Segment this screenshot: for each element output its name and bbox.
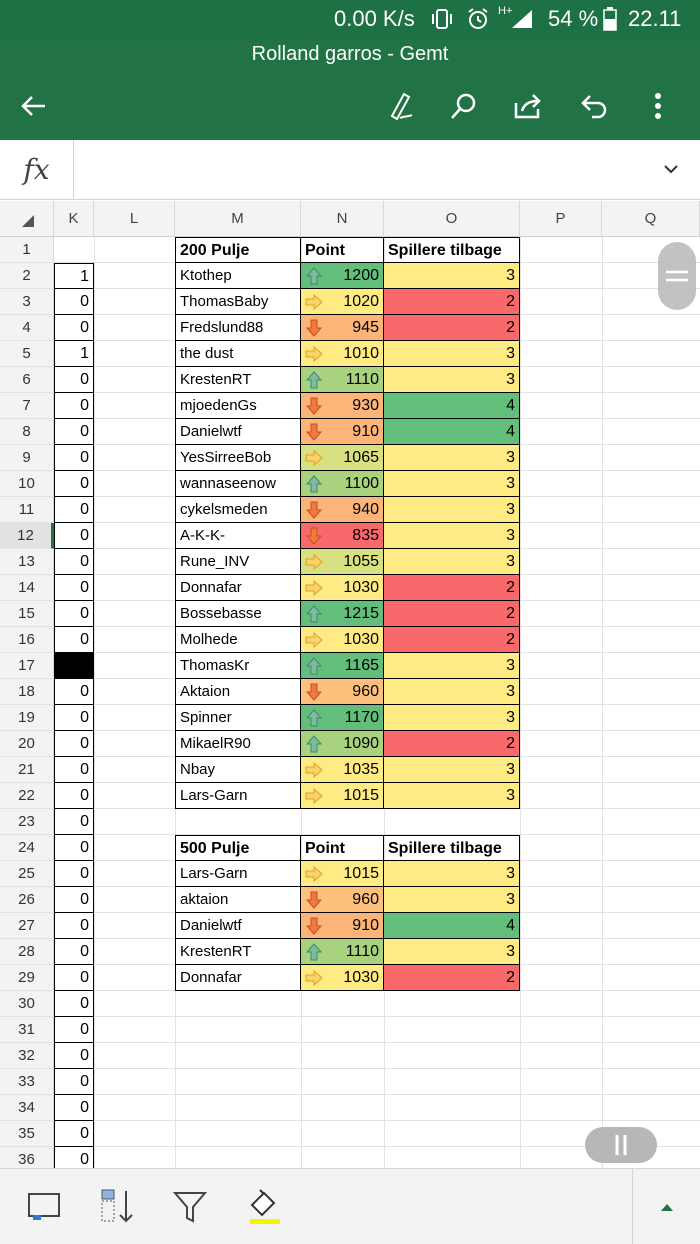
point-cell[interactable] (301, 497, 384, 523)
trend-up-arrow-icon (304, 266, 324, 286)
player-name-cell[interactable]: ThomasBaby (175, 289, 301, 315)
filter-icon[interactable] (168, 1185, 212, 1229)
player-name-cell[interactable]: KrestenRT (175, 939, 301, 965)
row-header[interactable]: 17 (0, 653, 54, 679)
status-bar (0, 0, 700, 38)
row-header[interactable]: 29 (0, 965, 54, 991)
spillere-cell[interactable]: 2 (384, 601, 520, 627)
cell-k[interactable]: 0 (54, 1121, 94, 1147)
spillere-cell[interactable]: 3 (384, 263, 520, 289)
row-header[interactable]: 8 (0, 419, 54, 445)
player-name-cell[interactable]: mjoedenGs (175, 393, 301, 419)
point-value: 960 (352, 683, 379, 700)
horizontal-scroll-handle[interactable] (585, 1127, 657, 1163)
row-header[interactable]: 35 (0, 1121, 54, 1147)
player-name-cell[interactable]: YesSirreeBob (175, 445, 301, 471)
cell-k[interactable]: 0 (54, 289, 94, 315)
trend-right-arrow-icon (304, 344, 324, 364)
row-header[interactable]: 13 (0, 549, 54, 575)
cell-k[interactable]: 0 (54, 939, 94, 965)
spillere-cell[interactable]: 3 (384, 471, 520, 497)
table-header-name[interactable]: 500 Pulje (175, 835, 301, 861)
cell-k[interactable]: 0 (54, 1017, 94, 1043)
cell-k[interactable]: 0 (54, 1095, 94, 1121)
spillere-cell[interactable]: 3 (384, 861, 520, 887)
point-cell[interactable] (301, 627, 384, 653)
gridline-vertical (602, 237, 603, 1168)
trend-up-arrow-icon (304, 474, 324, 494)
cell-k[interactable]: 0 (54, 393, 94, 419)
point-value: 1020 (343, 293, 379, 310)
row-header[interactable]: 18 (0, 679, 54, 705)
cell-k[interactable]: 0 (54, 367, 94, 393)
trend-up-arrow-icon (304, 708, 324, 728)
cell-k[interactable]: 0 (54, 315, 94, 341)
spillere-cell[interactable]: 3 (384, 679, 520, 705)
player-name-cell[interactable]: Molhede (175, 627, 301, 653)
point-value: 1030 (343, 631, 379, 648)
cell-k[interactable]: 0 (54, 835, 94, 861)
fill-color-icon[interactable] (242, 1185, 286, 1229)
spillere-cell[interactable]: 2 (384, 965, 520, 991)
cell-k[interactable]: 0 (54, 965, 94, 991)
cell-k[interactable]: 0 (54, 679, 94, 705)
row-header[interactable]: 22 (0, 783, 54, 809)
player-name-cell[interactable]: Ktothep (175, 263, 301, 289)
cell-k[interactable]: 0 (54, 1069, 94, 1095)
row-header[interactable]: 16 (0, 627, 54, 653)
spillere-cell[interactable]: 3 (384, 445, 520, 471)
spillere-cell[interactable]: 4 (384, 913, 520, 939)
fx-label: fx (0, 140, 74, 199)
row-header[interactable]: 23 (0, 809, 54, 835)
spillere-cell[interactable]: 2 (384, 627, 520, 653)
column-header-p[interactable]: P (520, 201, 602, 237)
toolbar-divider (632, 1169, 633, 1244)
column-header-l[interactable]: L (94, 201, 175, 237)
share-icon[interactable] (508, 86, 548, 126)
row-header[interactable]: 14 (0, 575, 54, 601)
row-header[interactable]: 9 (0, 445, 54, 471)
trend-up-arrow-icon (304, 734, 324, 754)
point-cell[interactable] (301, 887, 384, 913)
table-header-point[interactable]: Point (301, 237, 384, 263)
trend-up-arrow-icon (304, 604, 324, 624)
point-value: 1015 (343, 865, 379, 882)
point-cell[interactable] (301, 471, 384, 497)
trend-right-arrow-icon (304, 786, 324, 806)
point-value: 1110 (345, 943, 379, 960)
row-header[interactable]: 26 (0, 887, 54, 913)
table-header-point[interactable]: Point (301, 835, 384, 861)
player-name-cell[interactable]: Nbay (175, 757, 301, 783)
point-cell[interactable] (301, 861, 384, 887)
trend-down-arrow-icon (304, 682, 324, 702)
point-cell[interactable] (301, 939, 384, 965)
formula-input[interactable] (75, 140, 645, 199)
cell-k[interactable]: 0 (54, 913, 94, 939)
point-cell[interactable] (301, 315, 384, 341)
player-name-cell[interactable]: Danielwtf (175, 419, 301, 445)
expand-up-icon[interactable] (645, 1185, 689, 1229)
table-header-spillere[interactable]: Spillere tilbage (384, 237, 520, 263)
point-cell[interactable] (301, 549, 384, 575)
cell-k[interactable]: 0 (54, 1043, 94, 1069)
point-value: 1200 (343, 267, 379, 284)
point-value: 1100 (344, 475, 379, 492)
sort-icon[interactable] (96, 1185, 140, 1229)
point-value: 930 (352, 397, 379, 414)
point-cell[interactable] (301, 705, 384, 731)
vertical-scroll-handle[interactable] (658, 242, 696, 310)
point-value: 835 (352, 527, 379, 544)
row-header[interactable]: 7 (0, 393, 54, 419)
spillere-cell[interactable]: 4 (384, 419, 520, 445)
point-value: 1010 (343, 345, 379, 362)
battery-icon (603, 7, 617, 36)
row-header[interactable]: 21 (0, 757, 54, 783)
cell-k[interactable]: 0 (54, 731, 94, 757)
bottom-toolbar (0, 1168, 700, 1244)
point-cell[interactable] (301, 419, 384, 445)
row-header[interactable]: 5 (0, 341, 54, 367)
column-header-o[interactable]: O (384, 201, 520, 237)
spillere-cell[interactable]: 3 (384, 783, 520, 809)
player-name-cell[interactable]: the dust (175, 341, 301, 367)
trend-right-arrow-icon (304, 448, 324, 468)
spillere-cell[interactable]: 2 (384, 289, 520, 315)
point-cell[interactable] (301, 913, 384, 939)
spillere-cell[interactable]: 3 (384, 653, 520, 679)
back-arrow-icon[interactable] (14, 86, 54, 126)
cell-k[interactable]: 1 (54, 341, 94, 367)
point-value: 1015 (343, 787, 379, 804)
vibrate-icon (430, 8, 454, 35)
point-value: 1035 (343, 761, 379, 778)
signal-icon (510, 8, 534, 35)
player-name-cell[interactable]: Spinner (175, 705, 301, 731)
trend-right-arrow-icon (304, 552, 324, 572)
gridline-vertical (520, 237, 521, 1168)
player-name-cell[interactable]: cykelsmeden (175, 497, 301, 523)
trend-down-arrow-icon (304, 526, 324, 546)
player-name-cell[interactable]: ThomasKr (175, 653, 301, 679)
point-cell[interactable] (301, 523, 384, 549)
player-name-cell[interactable]: Lars-Garn (175, 861, 301, 887)
player-name-cell[interactable]: Fredslund88 (175, 315, 301, 341)
cell-k[interactable] (54, 653, 94, 679)
trend-up-arrow-icon (304, 656, 324, 676)
player-name-cell[interactable]: Lars-Garn (175, 783, 301, 809)
point-cell[interactable] (301, 367, 384, 393)
cell-k[interactable]: 0 (54, 991, 94, 1017)
point-cell[interactable] (301, 757, 384, 783)
point-cell[interactable] (301, 341, 384, 367)
row-header[interactable]: 36 (0, 1147, 54, 1173)
undo-icon[interactable] (574, 86, 614, 126)
point-cell[interactable] (301, 393, 384, 419)
point-value: 1055 (343, 553, 379, 570)
point-value: 1165 (344, 657, 379, 674)
point-cell[interactable] (301, 445, 384, 471)
cell-k[interactable]: 0 (54, 757, 94, 783)
spillere-cell[interactable]: 3 (384, 549, 520, 575)
top-toolbar (0, 72, 700, 140)
gridline-horizontal (54, 1120, 700, 1121)
row-header[interactable]: 2 (0, 263, 54, 289)
point-value: 1030 (343, 969, 379, 986)
spillere-cell[interactable]: 3 (384, 887, 520, 913)
spillere-cell[interactable]: 3 (384, 939, 520, 965)
row-header[interactable]: 10 (0, 471, 54, 497)
row-header[interactable]: 6 (0, 367, 54, 393)
point-value: 1090 (343, 735, 379, 752)
trend-down-arrow-icon (304, 890, 324, 910)
row-header[interactable]: 27 (0, 913, 54, 939)
network-type: H+ (498, 5, 513, 17)
row-header[interactable]: 1 (0, 237, 54, 263)
gridline-horizontal (54, 1042, 700, 1043)
gridline-horizontal (54, 1094, 700, 1095)
point-cell[interactable] (301, 653, 384, 679)
cell-k[interactable]: 0 (54, 705, 94, 731)
cell-k[interactable]: 0 (54, 575, 94, 601)
chevron-down-icon[interactable] (660, 158, 682, 180)
point-cell[interactable] (301, 679, 384, 705)
row-header[interactable]: 33 (0, 1069, 54, 1095)
network-speed: 0.00 K/s (334, 6, 415, 31)
trend-up-arrow-icon (304, 370, 324, 390)
trend-down-arrow-icon (304, 422, 324, 442)
point-value: 910 (352, 423, 379, 440)
point-cell[interactable] (301, 289, 384, 315)
spillere-cell[interactable]: 3 (384, 497, 520, 523)
player-name-cell[interactable]: aktaion (175, 887, 301, 913)
row-header[interactable]: 11 (0, 497, 54, 523)
spillere-cell[interactable]: 3 (384, 757, 520, 783)
row-header[interactable]: 24 (0, 835, 54, 861)
point-cell[interactable] (301, 575, 384, 601)
cell-k[interactable]: 0 (54, 445, 94, 471)
row-header[interactable]: 15 (0, 601, 54, 627)
point-cell[interactable] (301, 601, 384, 627)
formula-bar (0, 140, 700, 200)
point-cell[interactable] (301, 731, 384, 757)
select-all-corner[interactable] (0, 201, 54, 237)
column-header-n[interactable]: N (301, 201, 384, 237)
row-header[interactable]: 32 (0, 1043, 54, 1069)
battery-percent: 54 % (548, 6, 599, 31)
search-icon[interactable] (444, 86, 484, 126)
point-value: 1215 (343, 605, 379, 622)
player-name-cell[interactable]: Danielwtf (175, 913, 301, 939)
point-value: 910 (352, 917, 379, 934)
spillere-cell[interactable]: 2 (384, 315, 520, 341)
point-cell[interactable] (301, 783, 384, 809)
cell-k[interactable]: 0 (54, 523, 94, 549)
column-header-m[interactable]: M (175, 201, 301, 237)
point-value: 940 (352, 501, 379, 518)
column-header-q[interactable]: Q (602, 201, 700, 237)
trend-right-arrow-icon (304, 292, 324, 312)
cell-k[interactable]: 0 (54, 861, 94, 887)
alarm-icon (466, 7, 490, 36)
cell-k[interactable]: 0 (54, 809, 94, 835)
more-vertical-icon[interactable] (638, 86, 678, 126)
cell-k[interactable]: 0 (54, 549, 94, 575)
cell-k[interactable]: 0 (54, 1147, 94, 1173)
point-value: 1110 (345, 371, 379, 388)
trend-down-arrow-icon (304, 916, 324, 936)
row-header[interactable]: 34 (0, 1095, 54, 1121)
gridline-horizontal (54, 1068, 700, 1069)
spillere-cell[interactable]: 3 (384, 367, 520, 393)
player-name-cell[interactable]: KrestenRT (175, 367, 301, 393)
cell-k[interactable]: 0 (54, 497, 94, 523)
trend-right-arrow-icon (304, 864, 324, 884)
trend-down-arrow-icon (304, 500, 324, 520)
point-value: 1170 (344, 709, 379, 726)
spillere-cell[interactable]: 2 (384, 731, 520, 757)
point-cell[interactable] (301, 965, 384, 991)
spillere-cell[interactable]: 3 (384, 341, 520, 367)
cell-k[interactable]: 1 (54, 263, 94, 289)
point-value: 960 (352, 891, 379, 908)
row-header[interactable]: 28 (0, 939, 54, 965)
player-name-cell[interactable]: A-K-K- (175, 523, 301, 549)
player-name-cell[interactable]: Bossebasse (175, 601, 301, 627)
row-header[interactable]: 3 (0, 289, 54, 315)
player-name-cell[interactable]: MikaelR90 (175, 731, 301, 757)
document-title: Rolland garros - Gemt (0, 38, 700, 72)
point-value: 1065 (343, 449, 379, 466)
table-header-name[interactable]: 200 Pulje (175, 237, 301, 263)
trend-right-arrow-icon (304, 578, 324, 598)
cell-k[interactable]: 0 (54, 419, 94, 445)
column-header-k[interactable]: K (54, 201, 94, 237)
trend-down-arrow-icon (304, 396, 324, 416)
point-value: 945 (352, 319, 379, 336)
cell-k[interactable]: 0 (54, 783, 94, 809)
spillere-cell[interactable]: 2 (384, 575, 520, 601)
row-header[interactable]: 19 (0, 705, 54, 731)
cell-k[interactable]: 0 (54, 471, 94, 497)
trend-right-arrow-icon (304, 760, 324, 780)
spillere-cell[interactable]: 3 (384, 705, 520, 731)
point-cell[interactable] (301, 263, 384, 289)
player-name-cell[interactable]: Donnafar (175, 965, 301, 991)
row-header[interactable]: 30 (0, 991, 54, 1017)
trend-right-arrow-icon (304, 630, 324, 650)
row-header[interactable]: 12 (0, 523, 54, 549)
cell-k[interactable]: 0 (54, 627, 94, 653)
trend-down-arrow-icon (304, 318, 324, 338)
cell-k[interactable]: 0 (54, 887, 94, 913)
spillere-cell[interactable]: 4 (384, 393, 520, 419)
player-name-cell[interactable]: wannaseenow (175, 471, 301, 497)
spillere-cell[interactable]: 3 (384, 523, 520, 549)
trend-right-arrow-icon (304, 968, 324, 988)
point-value: 1030 (343, 579, 379, 596)
player-name-cell[interactable]: Rune_INV (175, 549, 301, 575)
cell-k[interactable]: 0 (54, 601, 94, 627)
player-name-cell[interactable]: Donnafar (175, 575, 301, 601)
gridline-horizontal (54, 1016, 700, 1017)
row-header[interactable]: 31 (0, 1017, 54, 1043)
trend-up-arrow-icon (304, 942, 324, 962)
player-name-cell[interactable]: Aktaion (175, 679, 301, 705)
row-header[interactable]: 20 (0, 731, 54, 757)
clock: 22.11 (628, 6, 682, 31)
draw-pen-icon[interactable] (382, 86, 422, 126)
card-view-icon[interactable] (22, 1185, 66, 1229)
gridline-vertical (94, 237, 95, 1168)
row-header[interactable]: 4 (0, 315, 54, 341)
row-header[interactable]: 25 (0, 861, 54, 887)
table-header-spillere[interactable]: Spillere tilbage (384, 835, 520, 861)
